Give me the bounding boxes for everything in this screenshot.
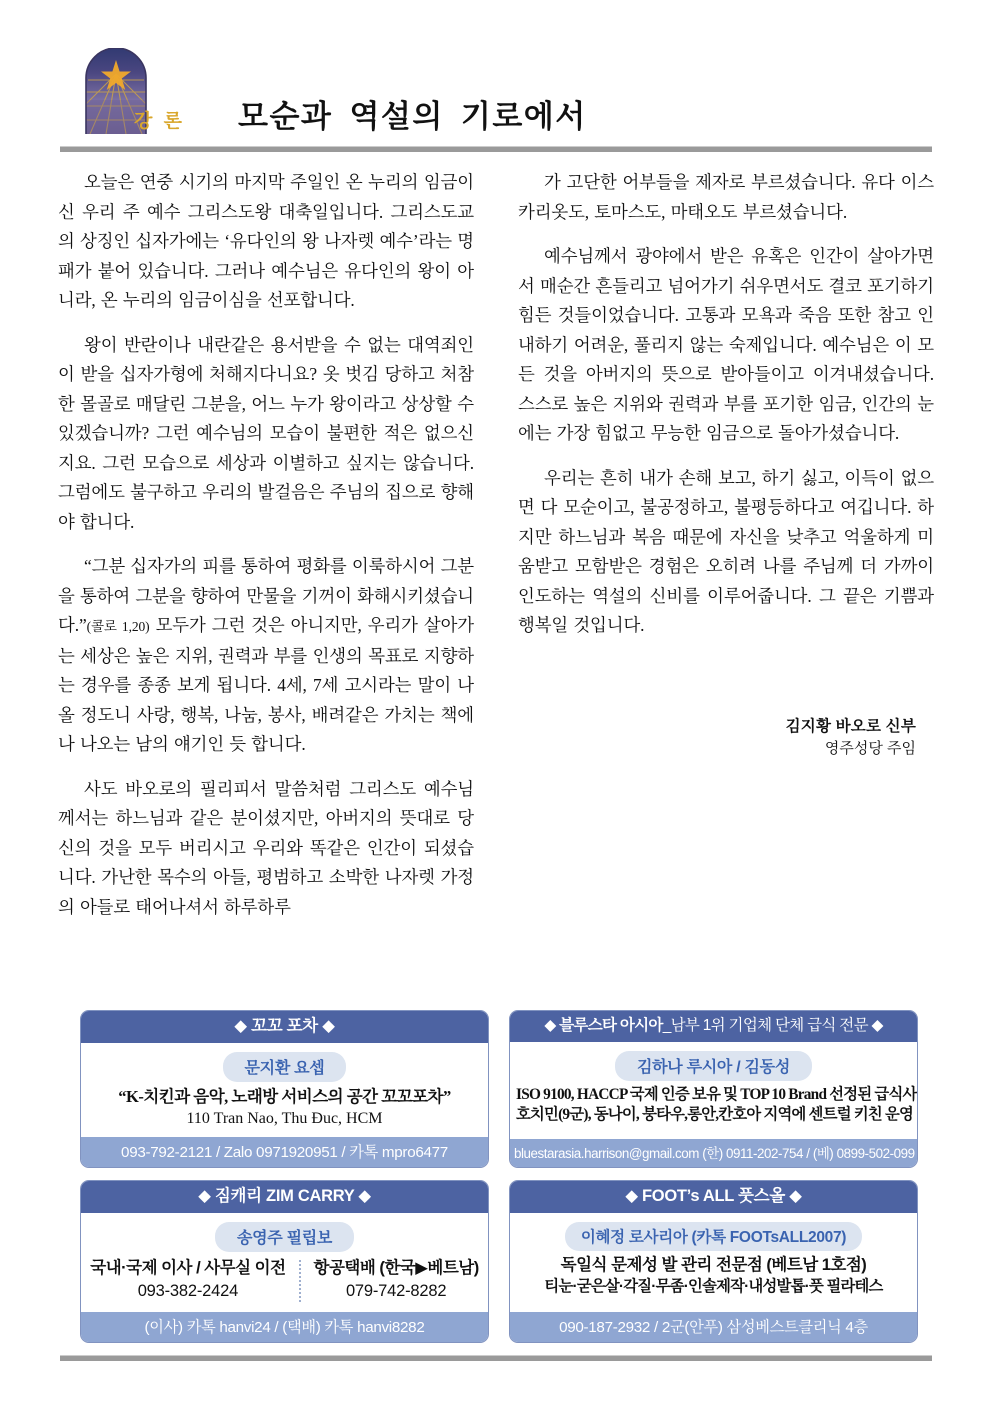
- ad-header: ◆ 꼬꼬 포차 ◆: [81, 1011, 488, 1043]
- article-column-left: [58, 168, 474, 978]
- ad-footer-contact[interactable]: 093-792-2121 / Zalo 0971920951 / 카톡 mpro6477: [81, 1137, 488, 1167]
- ad-header-brand: ◆ 블루스타 아시아: [544, 1017, 663, 1034]
- paragraph-text: “그분 십자가의 피를 통하여 평화를 이룩하시어 그분을 통하여 그분을 향하여 만물을 기꺼이 화해시키셨습니다.”: [58, 556, 474, 635]
- ad-header: ◆ FOOT’s ALL 풋스올 ◆: [510, 1181, 917, 1213]
- ad-body: [81, 1213, 488, 1312]
- author-role: 영주성당 주임: [824, 740, 916, 757]
- paragraph-with-citation: [58, 552, 474, 760]
- author-signature: [616, 716, 916, 760]
- ad-tagline: “K-치킨과 음악, 노래방 서비스의 공간 꼬꼬포차”: [118, 1086, 451, 1106]
- scripture-citation: (콜로 1,20): [86, 619, 150, 634]
- ad-card-bluestar-asia[interactable]: [509, 1010, 918, 1168]
- paragraph: 왕이 반란이나 내란같은 용서받을 수 없는 대역죄인이 받을 십자가형에 처해지다니요? 옷 벗김 당하고 처참한 몰골로 매달린 그분을, 어느 누가 왕이라고 상상할 수 있겠습니까? 그런 예수님의 모습이 불편한 적은 없으신지요. 그런 모습으로 세상과 이별하고 싶지는 않습니다. 그럼에도 불구하고 우리의 발걸음은 주님의 집으로 향해야 합니다.: [58, 334, 474, 532]
- article-column-right: [518, 168, 934, 978]
- page-title: 모순과 역설의 기로에서: [238, 98, 587, 134]
- paragraph-text-cont: 모두가 그런 것은 아니지만, 우리가 살아가는 세상은 높은 지위, 권력과 부를 인생의 목표로 지향하는 경우를 종종 보게 됩니다. 4세, 7세 고시라는 말이 나올 정도니 사랑, 행복, 나눔, 봉사, 배려같은 가치는 책에나 나오는 남의 얘기인 듯 합니다.: [58, 615, 474, 754]
- ad-body: [81, 1043, 488, 1137]
- ad-footer-contact[interactable]: bluestarasia.harrison@gmail.com (한) 0911-202-754 / (베) 0899-502-099: [510, 1139, 917, 1167]
- masthead: [60, 48, 932, 144]
- ad-address: 110 Tran Nao, Thu Đuc, HCM: [186, 1109, 383, 1127]
- article-body: [58, 168, 934, 978]
- ad-header-descriptor: _남부 1위 기업체 단체 급식 전문 ◆: [662, 1017, 883, 1034]
- paragraph: 예수님께서 광야에서 받은 유혹은 인간이 살아가면서 매순간 흔들리고 넘어가기 쉬우면서도 결코 포기하기 힘든 것들이었습니다. 고통과 모욕과 죽음 또한 참고 인내하기 어려운, 풀리지 않는 숙제입니다. 예수님은 이 모든 것을 아버지의 뜻으로 받아들이고 이겨내셨습니다. 스스로 높은 지위와 권력과 부를 포기한 임금, 인간의 눈에는 가장 힘없고 무능한 임금으로 돌아가셨습니다.: [518, 246, 934, 443]
- paragraph: 사도 바오로의 필리피서 말씀처럼 그리스도 예수님께서는 하느님과 같은 분이셨지만, 아버지의 뜻대로 당신의 것을 모두 버리시고 우리와 똑같은 인간이 되셨습니다. 가난한 목수의 아들, 평범하고 소박한 나자렛 가정의 아들로 태어나셔서 하루하루: [58, 778, 474, 917]
- ad-service-moving: [80, 1258, 299, 1304]
- ad-contact-chip: 김하나 루시아 / 김동성: [615, 1051, 812, 1081]
- paragraph: 오늘은 연중 시기의 마지막 주일인 온 누리의 임금이신 우리 주 예수 그리스도왕 대축일입니다. 그리스도교의 상징인 십자가에는 ‘유다인의 왕 나자렛 예수’라는 명패가 붙어 있습니다. 그러나 예수님은 유다인의 왕이 아니라, 온 누리의 임금이심을 선포합니다.: [58, 172, 474, 310]
- ad-service-title: 국내·국제 이사 / 사무실 이전: [90, 1258, 286, 1277]
- ad-footer-contact[interactable]: (이사) 카톡 hanvi24 / (택배) 카톡 hanvi8282: [81, 1312, 488, 1342]
- ad-header: ◆ 짐캐리 ZIM CARRY ◆: [81, 1181, 488, 1213]
- ad-body: [510, 1042, 917, 1139]
- ad-tagline-secondary: 티눈·굳은살·각질·무좀·인솔제작·내성발톱·풋 필라테스: [544, 1277, 883, 1295]
- footer-divider: [60, 1355, 932, 1361]
- ad-contact-chip: 문지환 요셉: [223, 1052, 347, 1082]
- ad-service-phone[interactable]: 079-742-8282: [345, 1281, 447, 1300]
- author-name: 김지황 바오로 신부: [785, 718, 916, 735]
- ad-header: [510, 1011, 917, 1042]
- paragraph: 가 고단한 어부들을 제자로 부르셨습니다. 유다 이스카리옷도, 토마스도, 마태오도 부르셨습니다.: [518, 172, 934, 222]
- ad-contact-chip: 송영주 필립보: [215, 1222, 354, 1252]
- paragraph: 우리는 흔히 내가 손해 보고, 하기 싫고, 이득이 없으면 다 모순이고, 불공정하고, 불평등하다고 여깁니다. 하지만 하느님과 복음 때문에 자신을 낮추고 억울하게 미움받고 모함받은 경험은 오히려 나를 주님께 더 가까이 인도하는 역설의 신비를 이루어줍니다. 그 끝은 기쁨과 행복일 것입니다.: [518, 467, 934, 635]
- advertisement-grid: [80, 1010, 918, 1343]
- ad-contact-chip: 이혜정 로사리아 (카톡 FOOTsALL2007): [565, 1222, 862, 1251]
- ad-card-kkokko-pocha[interactable]: [80, 1010, 489, 1168]
- ad-tagline-secondary: 호치민(9군), 동나이, 붕타우,롱안,칸호아 지역에 센트럴 키친 운영: [516, 1106, 913, 1123]
- ad-service-shipping: [301, 1258, 489, 1304]
- section-logo: [82, 48, 192, 144]
- ad-body: [510, 1213, 917, 1312]
- masthead-divider: [60, 146, 932, 152]
- ad-card-foots-all[interactable]: [509, 1180, 918, 1343]
- ad-tagline: ISO 9100, HACCP 국제 인증 보유 및 TOP 10 Brand 선정된 급식사: [516, 1085, 917, 1103]
- ad-service-columns: [87, 1258, 482, 1304]
- section-logo-label: 강 론: [134, 111, 185, 132]
- ad-service-title: 항공택배 (한국▶베트남): [313, 1258, 479, 1277]
- ad-tagline: 독일식 문제성 발 관리 전문점 (베트남 1호점): [560, 1255, 867, 1274]
- ad-service-phone[interactable]: 093-382-2424: [137, 1281, 239, 1300]
- ad-footer-contact[interactable]: 090-187-2932 / 2군(안푸) 삼성베스트클리닉 4층: [510, 1312, 917, 1342]
- ad-card-zim-carry[interactable]: [80, 1180, 489, 1343]
